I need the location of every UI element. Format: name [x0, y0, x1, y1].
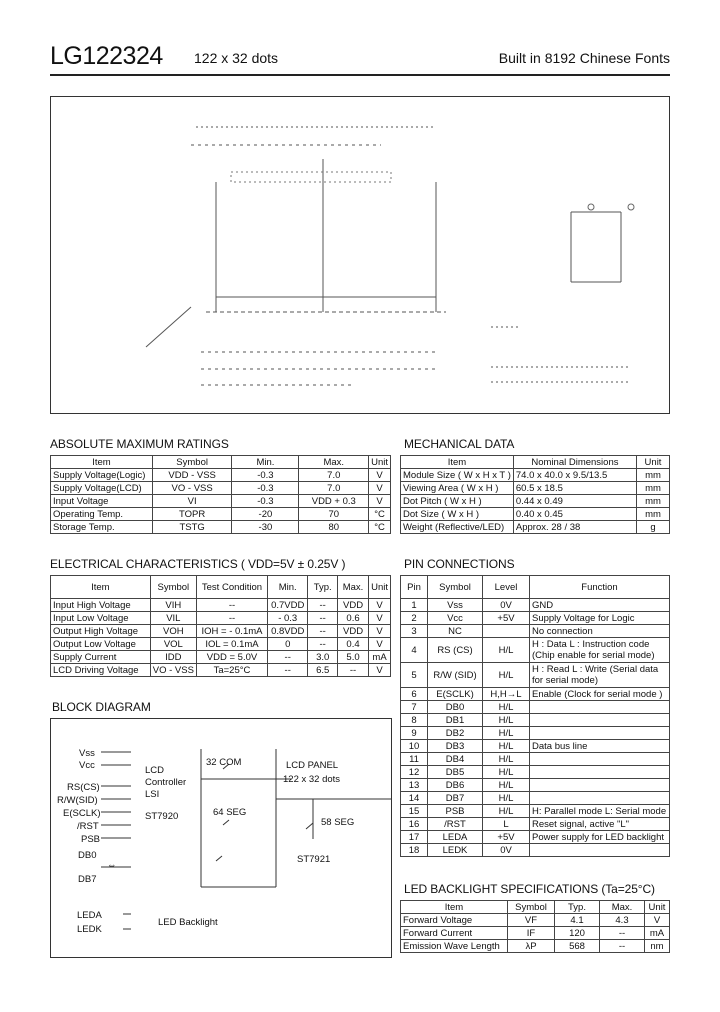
- led-header-max: Max.: [600, 901, 645, 914]
- table-row: 14 DB7 H/L: [401, 792, 670, 805]
- model-title: LG122324: [50, 42, 163, 70]
- block-db7: DB7: [78, 874, 97, 885]
- table-row: 1 Vss 0V GND: [401, 599, 670, 612]
- mechanical-table: [400, 455, 670, 534]
- electrical-title: ELECTRICAL CHARACTERISTICS ( VDD=5V ± 0.25V ): [50, 557, 346, 571]
- led-header-typ: Typ.: [555, 901, 600, 914]
- mech-header-dims: Nominal Dimensions: [513, 456, 636, 469]
- table-row: Forward Voltage VF 4.1 4.3 V: [401, 914, 670, 927]
- table-row: Supply Voltage(Logic) VDD - VSS -0.3 7.0 V: [51, 469, 391, 482]
- mechanical-drawing: [50, 96, 670, 414]
- outline-drawing-svg: [51, 97, 669, 413]
- abs-header-unit: Unit: [369, 456, 391, 469]
- block-db0: DB0: [78, 850, 97, 861]
- driver-label: ST7921: [297, 854, 331, 865]
- seg58-label: 58 SEG: [321, 817, 355, 828]
- abs-max-table: [50, 455, 391, 534]
- abs-header-max: Max.: [299, 456, 369, 469]
- controller-line-2: Controller: [145, 777, 187, 788]
- block-input-vss: Vss: [79, 748, 95, 759]
- led-header-unit: Unit: [645, 901, 670, 914]
- table-row: Input High Voltage VIH -- 0.7VDD -- VDD V: [51, 599, 391, 612]
- pin-table: [400, 575, 670, 857]
- table-row: 9 DB2 H/L: [401, 727, 670, 740]
- pin-header-pin: Pin: [401, 576, 428, 599]
- bus-arrow-icon: ⇔: [107, 860, 117, 871]
- table-row: Supply Current IDD VDD = 5.0V -- 3.0 5.0 mA: [51, 651, 391, 664]
- font-feature: Built in 8192 Chinese Fonts: [498, 50, 670, 66]
- table-row: Emission Wave Length λP 568 -- nm: [401, 940, 670, 953]
- led-title: LED BACKLIGHT SPECIFICATIONS (Ta=25°C): [404, 882, 655, 896]
- table-row: Output High Voltage VOH IOH = - 0.1mA 0.8VDD -- VDD V: [51, 625, 391, 638]
- dot-resolution: 122 x 32 dots: [194, 50, 279, 66]
- table-row: Storage Temp. TSTG -30 80 °C: [51, 521, 391, 534]
- block-diagram-title: BLOCK DIAGRAM: [52, 700, 151, 714]
- table-row: Forward Current IF 120 -- mA: [401, 927, 670, 940]
- table-row: 16 /RST L Reset signal, active "L": [401, 818, 670, 831]
- abs-header-symbol: Symbol: [152, 456, 231, 469]
- elec-header-symbol: Symbol: [150, 576, 196, 599]
- table-row: 13 DB6 H/L: [401, 779, 670, 792]
- pin-header-function: Function: [530, 576, 670, 599]
- table-row: Module Size ( W x H x T ) 74.0 x 40.0 x 9.5/13.5 mm: [401, 469, 670, 482]
- table-row: 15 PSB H/L H: Parallel mode L: Serial mode: [401, 805, 670, 818]
- block-ledk: LEDK: [77, 924, 102, 935]
- table-row: Weight (Reflective/LED) Approx. 28 / 38 g: [401, 521, 670, 534]
- led-backlight-label: LED Backlight: [158, 917, 218, 928]
- abs-header-min: Min.: [232, 456, 299, 469]
- table-row: 3 NC No connection: [401, 625, 670, 638]
- table-row: 7 DB0 H/L: [401, 701, 670, 714]
- block-input-rs: RS(CS): [67, 782, 100, 793]
- table-row: 4 RS (CS) H/L H : Data L : Instruction code (Chip enable for serial mode): [401, 638, 670, 663]
- table-row: 2 Vcc +5V Supply Voltage for Logic: [401, 612, 670, 625]
- pin-header-level: Level: [483, 576, 530, 599]
- mechanical-title: MECHANICAL DATA: [404, 437, 515, 451]
- elec-header-max: Max.: [337, 576, 368, 599]
- table-row: Supply Voltage(LCD) VO - VSS -0.3 7.0 V: [51, 482, 391, 495]
- block-input-psb: PSB: [81, 834, 101, 845]
- table-row: 18 LEDK 0V: [401, 844, 670, 857]
- table-row: 17 LEDA +5V Power supply for LED backlight: [401, 831, 670, 844]
- elec-header-unit: Unit: [369, 576, 391, 599]
- table-row: 5 R/W (SID) H/L H : Read L : Write (Serial data for serial mode): [401, 663, 670, 688]
- seg64-label: 64 SEG: [213, 807, 247, 818]
- controller-line-4: ST7920: [145, 811, 179, 822]
- mech-header-item: Item: [401, 456, 514, 469]
- led-header-symbol: Symbol: [508, 901, 555, 914]
- table-row: Input Voltage VI -0.3 VDD + 0.3 V: [51, 495, 391, 508]
- abs-header-item: Item: [51, 456, 153, 469]
- header-rule: [50, 74, 670, 76]
- panel-line-2: 122 x 32 dots: [283, 774, 341, 785]
- elec-header-condition: Test Condition: [196, 576, 267, 599]
- block-leda: LEDA: [77, 910, 102, 921]
- led-table: [400, 900, 670, 953]
- panel-line-1: LCD PANEL: [286, 760, 339, 771]
- table-row: Dot Pitch ( W x H ) 0.44 x 0.49 mm: [401, 495, 670, 508]
- controller-line-1: LCD: [145, 765, 165, 776]
- table-row: 10 DB3 H/L Data bus line: [401, 740, 670, 753]
- table-row: Input Low Voltage VIL -- - 0.3 -- 0.6 V: [51, 612, 391, 625]
- elec-header-typ: Typ.: [308, 576, 338, 599]
- abs-max-title: ABSOLUTE MAXIMUM RATINGS: [50, 437, 229, 451]
- led-header-item: Item: [401, 901, 508, 914]
- com-label: 32 COM: [206, 757, 242, 768]
- table-row: Dot Size ( W x H ) 0.40 x 0.45 mm: [401, 508, 670, 521]
- elec-header-item: Item: [51, 576, 151, 599]
- table-row: 6 E(SCLK) H,H→L Enable (Clock for serial mode ): [401, 688, 670, 701]
- table-row: Operating Temp. TOPR -20 70 °C: [51, 508, 391, 521]
- pins-title: PIN CONNECTIONS: [404, 557, 515, 571]
- table-row: Viewing Area ( W x H ) 60.5 x 18.5 mm: [401, 482, 670, 495]
- block-input-vcc: Vcc: [79, 760, 95, 771]
- controller-line-3: LSI: [145, 789, 160, 800]
- table-row: Output Low Voltage VOL IOL = 0.1mA 0 -- 0.4 V: [51, 638, 391, 651]
- block-input-e: E(SCLK): [63, 808, 101, 819]
- table-row: 11 DB4 H/L: [401, 753, 670, 766]
- pin-header-symbol: Symbol: [428, 576, 483, 599]
- table-row: 8 DB1 H/L: [401, 714, 670, 727]
- mech-header-unit: Unit: [637, 456, 670, 469]
- table-row: 12 DB5 H/L: [401, 766, 670, 779]
- block-lines-svg: [51, 719, 391, 957]
- elec-header-min: Min.: [268, 576, 308, 599]
- block-input-rst: /RST: [77, 821, 99, 832]
- electrical-table: [50, 575, 391, 677]
- block-input-rw: R/W(SID): [57, 795, 98, 806]
- table-row: LCD Driving Voltage VO - VSS Ta=25°C -- 6.5 -- V: [51, 664, 391, 677]
- block-diagram: [50, 718, 392, 958]
